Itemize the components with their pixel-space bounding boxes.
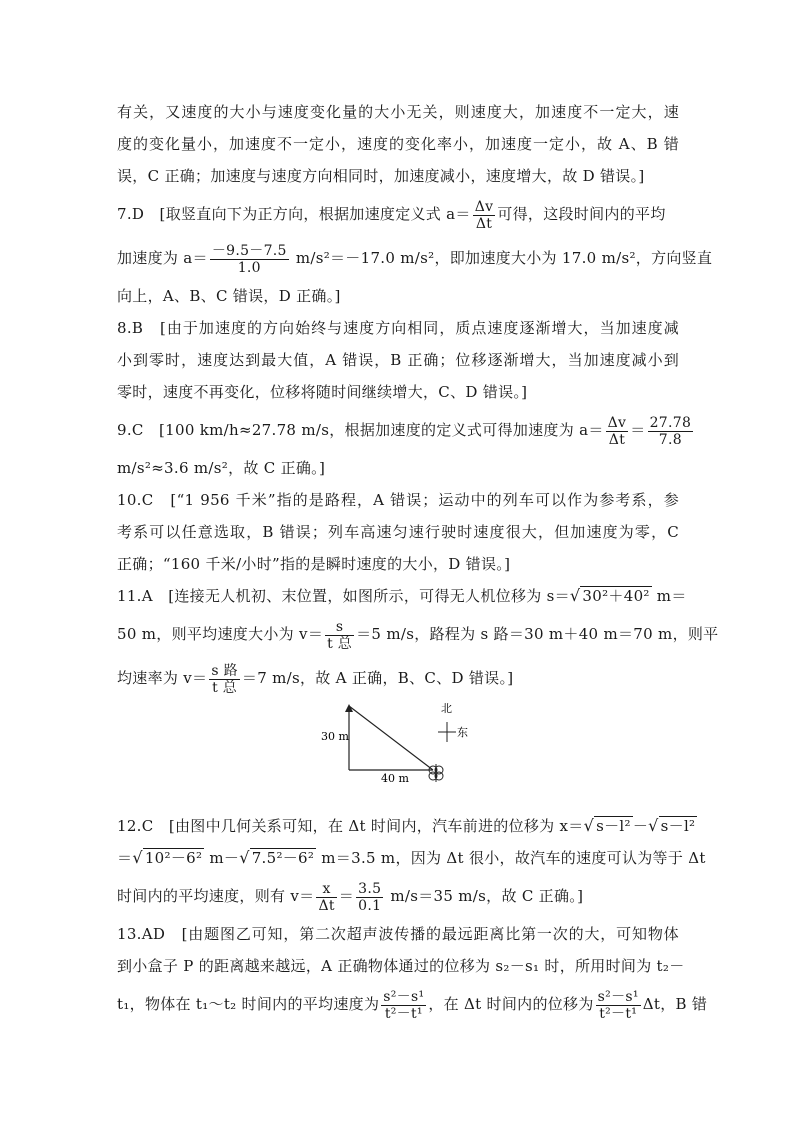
- square-root: s－l²: [596, 817, 631, 835]
- fraction: $\frac{27.78}{7.8}$: [649, 414, 692, 448]
- label-40m: 40 m: [381, 772, 409, 785]
- fraction: $\frac{\text{s²－s¹}}{\text{t²－t¹}}$: [597, 988, 639, 1022]
- square-root: 30²＋40²: [582, 587, 650, 605]
- text-line: 有关，又速度的大小与速度变化量的大小无关，则速度大，加速度不一定大，速: [117, 103, 679, 121]
- fraction: $\frac{\text{s 路}}{\text{t 总}}$: [211, 662, 238, 696]
- compass-north: 北: [441, 702, 452, 715]
- answer-8-line-1: 8.B [由于加速度的方向始终与速度方向相同，质点速度逐渐增大，当加速度减: [117, 319, 679, 337]
- displacement-figure: [117, 700, 679, 810]
- answer-11-line-3: 均速率为 v＝ $\frac{\text{s 路}}{\text{t 总}}$ ＝7 m/s，故 A 正确，B、C、D 错误。]: [117, 662, 514, 696]
- answer-13-line-1: 13.AD [由题图乙可知，第二次超声波传播的最远距离比第一次的大，可知物体: [117, 925, 679, 943]
- answer-13-line-3: t₁，物体在 t₁～t₂ 时间内的平均速度为 $\frac{\text{s²－s¹}}{\text{t²－t¹}}$ ，在 Δt 时间内的位移为 $\frac{\text{s²－s¹}}{\text{t²－t¹}}$ Δt，B 错: [117, 988, 708, 1022]
- fraction: $\frac{x}{\Delta t}$: [318, 880, 335, 914]
- answer-12-line-1: 12.C [由图中几何关系可知，在 Δt 时间内，汽车前进的位移为 x＝√ s－l² －√ s－l²: [117, 816, 696, 835]
- answer-7-line-3: 向上，A、B、C 错误，D 正确。]: [117, 287, 341, 305]
- answer-11-line-2: 50 m，则平均速度大小为 v＝ $\frac{s}{\text{t 总}}$ ＝5 m/s，路程为 s 路＝30 m＋40 m＝70 m，则平: [117, 618, 719, 652]
- compass-east: 东: [457, 726, 468, 739]
- square-root: s－l²: [660, 817, 696, 835]
- label-30m: 30 m: [321, 730, 349, 743]
- answer-11-line-1: 11.A [连接无人机初、末位置，如图所示，可得无人机位移为 s＝√ 30²＋40² m＝: [117, 586, 687, 605]
- triangle-diagram: [317, 700, 517, 800]
- fraction: $\frac{3.5}{0.1}$: [358, 880, 382, 914]
- answer-10-line-1: 10.C [“1 956 千米”指的是路程，A 错误；运动中的列车可以作为参考系，参: [117, 491, 679, 509]
- answer-7-line-1: 7.D [取竖直向下为正方向，根据加速度定义式 a＝ $\frac{\Delta v}{\Delta t}$ 可得，这段时间内的平均: [117, 198, 666, 232]
- answer-8-line-2: 小到零时，速度达到最大值，A 错误，B 正确；位移逐渐增大，当加速度减小到: [117, 351, 679, 369]
- fraction: $\frac{\Delta v}{\Delta t}$: [607, 414, 627, 448]
- answer-12-line-3: 时间内的平均速度，则有 v＝ $\frac{x}{\Delta t}$ ＝ $\frac{3.5}{0.1}$ m/s＝35 m/s，故 C 正确。]: [117, 880, 584, 914]
- answer-8-line-3: 零时，速度不再变化，位移将随时间继续增大，C、D 错误。]: [117, 383, 528, 401]
- document-page: [117, 96, 719, 1026]
- fraction: $\frac{\text{s²－s¹}}{\text{t²－t¹}}$: [383, 988, 425, 1022]
- answer-13-line-2: 到小盒子 P 的距离越来越远，A 正确物体通过的位移为 s₂－s₁ 时，所用时间为 t₂－: [117, 957, 685, 975]
- answer-9-line-1: 9.C [100 km/h≈27.78 m/s，根据加速度的定义式可得加速度为 a＝ $\frac{\Delta v}{\Delta t}$ ＝ $\frac{27.78}{7.8}$: [117, 414, 692, 448]
- fraction: $\frac{s}{\text{t 总}}$: [327, 618, 353, 652]
- text-line: 度的变化量小，加速度不一定小，速度的变化率小，加速度一定小，故 A、B 错: [117, 135, 679, 153]
- fraction: $\frac{\Delta v}{\Delta t}$: [474, 198, 494, 232]
- answer-7-line-2: 加速度为 a＝ $\frac{-9.5-7.5}{1.0}$ m/s²＝－17.0 m/s²，即加速度大小为 17.0 m/s²，方向竖直: [117, 242, 713, 276]
- answer-12-line-2: ＝√ 10²－6² m－√ 7.5²－6² m＝3.5 m，因为 Δt 很小，故汽车的速度可认为等于 Δt: [117, 848, 706, 867]
- square-root: 10²－6²: [144, 849, 203, 867]
- fraction: $\frac{-9.5-7.5}{1.0}$: [211, 242, 287, 276]
- answer-10-line-3: 正确；“160 千米/小时”指的是瞬时速度的大小，D 错误。]: [117, 555, 511, 573]
- answer-10-line-2: 考系可以任意选取，B 错误；列车高速匀速行驶时速度很大，但加速度为零，C: [117, 523, 679, 541]
- square-root: 7.5²－6²: [251, 849, 315, 867]
- text-line: 误，C 正确；加速度与速度方向相同时，加速度减小，速度增大，故 D 错误。]: [117, 167, 645, 185]
- answer-9-line-2: m/s²≈3.6 m/s²，故 C 正确。]: [117, 459, 326, 477]
